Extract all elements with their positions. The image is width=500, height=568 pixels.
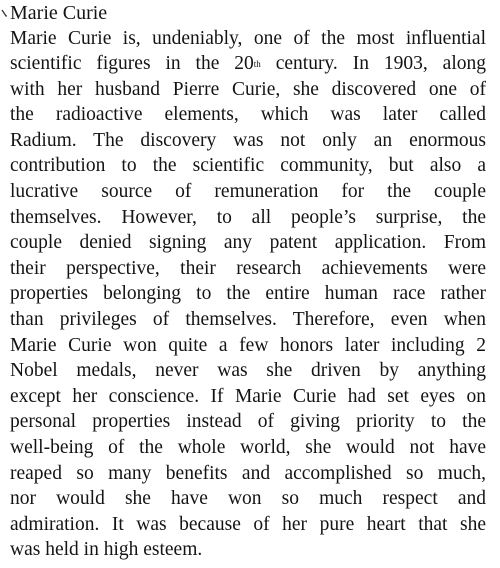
body-line: than privileges of themselves. Therefore, even when — [10, 309, 486, 331]
body-line: personal properties instead of giving priority to the — [10, 411, 486, 433]
body-line-text: century. In 1903, along — [260, 53, 486, 75]
body-line: Nobel medals, never was she driven by anything — [10, 360, 486, 382]
ordinal-superscript: th — [253, 59, 261, 70]
body-line: reaped so many benefits and accomplished so much, — [10, 462, 486, 484]
body-line: couple denied signing any patent application. From — [10, 232, 486, 254]
body-line: Marie Curie is, undeniably, one of the most influential — [10, 27, 486, 49]
body-line: with her husband Pierre Curie, she discovered one of — [10, 78, 486, 100]
body-line: Marie Curie won quite a few honors later including 2 — [10, 334, 486, 356]
body-line — [10, 51, 486, 77]
body-line: contribution to the scientific community, but also a — [10, 155, 486, 177]
body-line: themselves. However, to all people’s surprise, the — [10, 206, 486, 228]
body-line: Radium. The discovery was not only an enormous — [10, 129, 486, 151]
body-line-text: scientific figures in the 20 — [10, 53, 254, 75]
body-line: was held in high esteem. — [10, 539, 203, 561]
body-line: properties belonging to the entire human race rather — [10, 283, 486, 305]
body-line: nor would she have won so much respect and — [10, 488, 486, 510]
body-line: except her conscience. If Marie Curie had set eyes on — [10, 385, 486, 407]
body-line: lucrative source of remuneration for the couple — [10, 181, 486, 203]
body-line: admiration. It was because of her pure heart that she — [10, 513, 486, 535]
body-line: the radioactive elements, which was later called — [10, 104, 486, 126]
document-body — [10, 26, 486, 563]
margin-corner-mark-icon — [1, 7, 8, 18]
body-line: well-being of the whole world, she would not have — [10, 437, 486, 458]
document-title: Marie Curie — [10, 2, 108, 24]
body-line: their perspective, their research achievements were — [10, 257, 486, 279]
